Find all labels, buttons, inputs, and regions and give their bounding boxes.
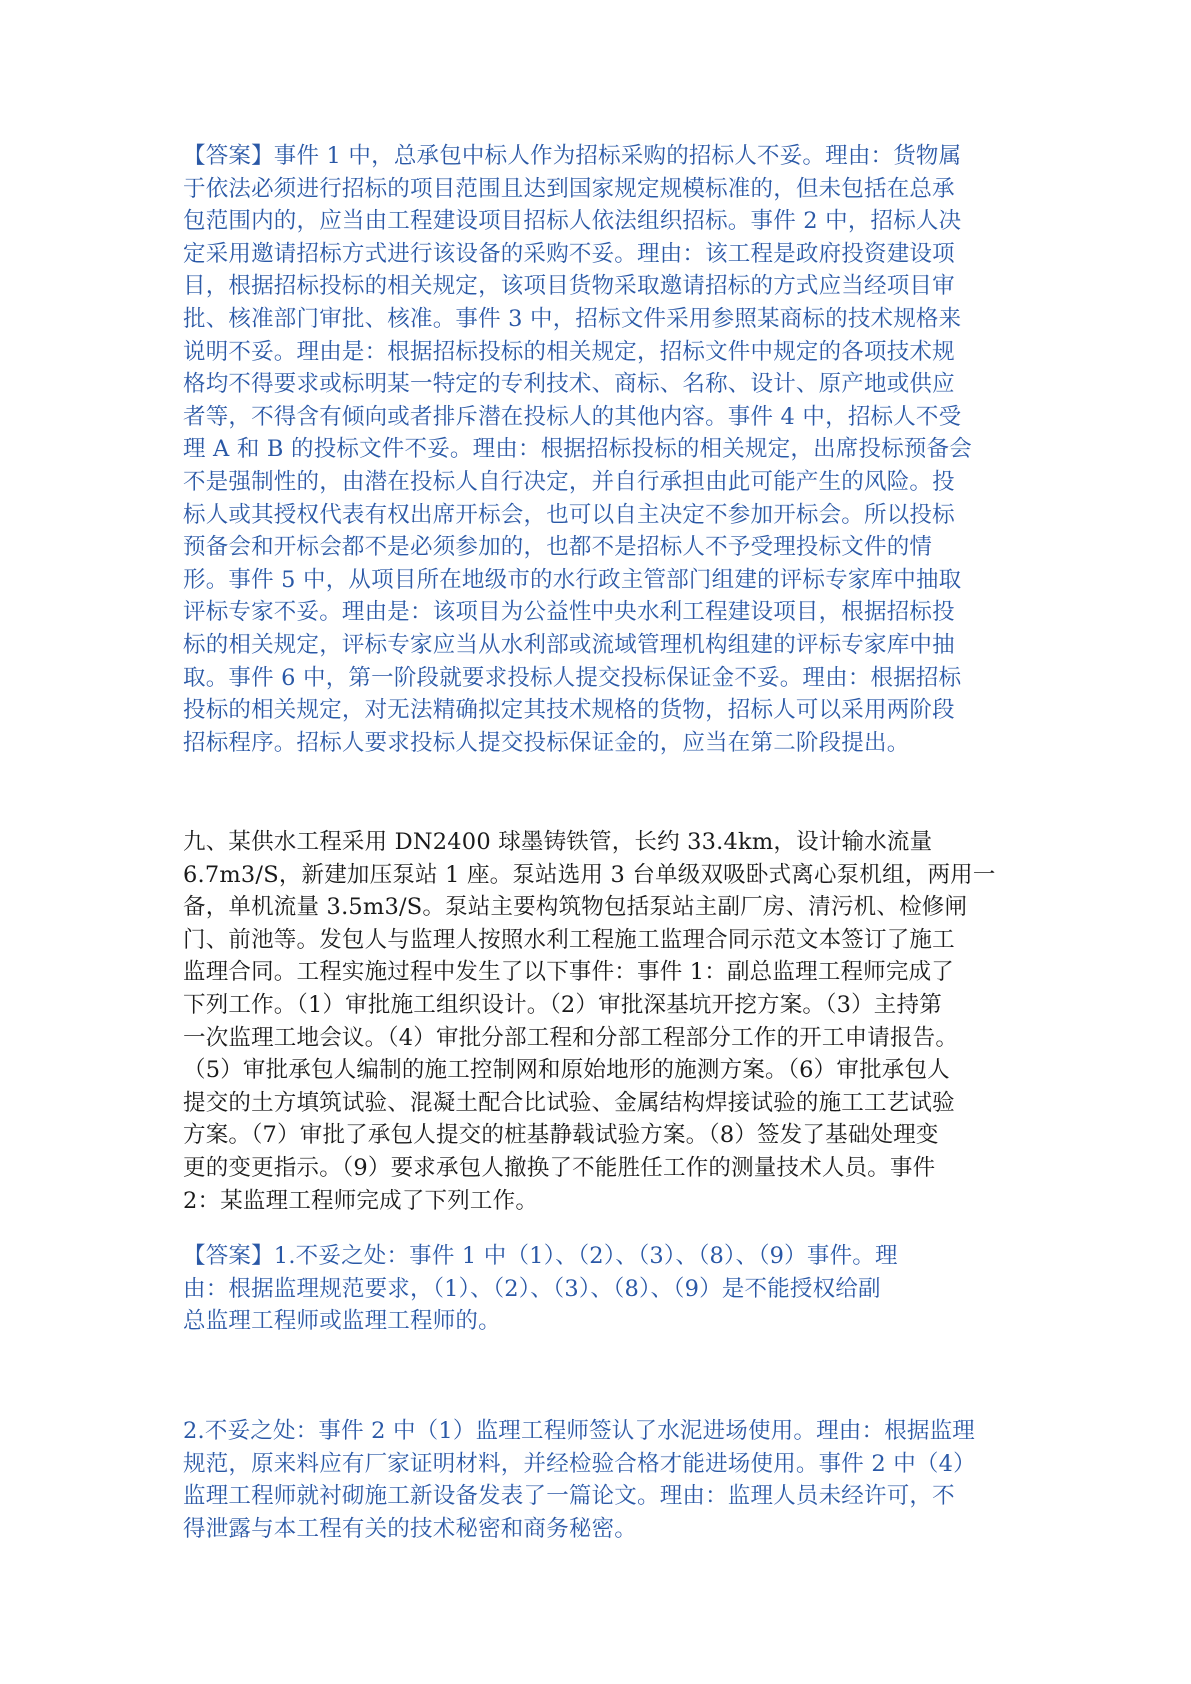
answer-paragraph-2: 2.不妥之处：事件 2 中（1）监理工程师签认了水泥进场使用。理由：根据监理 规范，原来料应有厂家证明材料，并经检验合格才能进场使用。事件 2 中（4） 监理工程师就衬砌施工新设备发表了一篇论文。理由：监理人员未经许可，不 得泄露与本工程有关的技术秘密和商务秘密。 [183, 1418, 976, 1542]
answer-paragraph-events-1-6: 【答案】事件 1 中，总承包中标人作为招标采购的招标人不妥。理由：货物属 于依法必须进行招标的项目范围且达到国家规定规模标准的，但未包括在总承 包范围内的，应当由工程建设项目招标人依法组织招标。事件 2 中，招标人决 定采用邀请招标方式进行该设备的采购不妥。理由：该工程是政府投资建设项 目，根据招标投标的相关规定，该项目货物采取邀请招标的方式应当经项目审 批、核准部门审批、核准。事件 3 中，招标文件采用参照某商标的技术规格来 说明不妥。理由是：根据招标投标的相关规定，招标文件中规定的各项技术规 格均不得要求或标明某一特定的专利技术、商标、名称、设计、原产地或供应 者等，不得含有倾向或者排斥潜在投标人的其他内容。事件 4 中，招标人不受 理 A 和 B 的投标文件不妥。理由：根据招标投标的相关规定，出席投标预备会 不是强制性的，由潜在投标人自行决定，并自行承担由此可能产生的风险。投 标人或其授权代表有权出席开标会，也可以自主决定不参加开标会。所以投标 预备会和开标会都不是必须参加的，也都不是招标人不予受理投标文件的情 形。事件 5 中，从项目所在地级市的水行政主管部门组建的评标专家库中抽取 评标专家不妥。理由是：该项目为公益性中央水利工程建设项目，根据招标投 标的相关规定，评标专家应当从水利部或流域管理机构组建的评标专家库中抽 取。事件 6 中，第一阶段就要求投标人提交投标保证金不妥。理由：根据招标 投标的相关规定，对无法精确拟定其技术规格的货物，招标人可以采用两阶段 招标程序。招标人要求投标人提交投标保证金的，应当在第二阶段提出。 [183, 143, 972, 756]
answer-paragraph-1: 【答案】1.不妥之处：事件 1 中（1）、（2）、（3）、（8）、（9）事件。理 由：根据监理规范要求，（1）、（2）、（3）、（8）、（9）是不能授权给副 总监理工程师或监理工程师的。 [183, 1243, 898, 1335]
question-9-paragraph: 九、某供水工程采用 DN2400 球墨铸铁管，长约 33.4km，设计输水流量 6.7m3/S，新建加压泵站 1 座。泵站选用 3 台单级双吸卧式离心泵机组，两用一 备，单机流量 3.5m3/S。泵站主要构筑物包括泵站主副厂房、清污机、检修闸 门、前池等。发包人与监理人按照水利工程施工监理合同示范文本签订了施工 监理合同。工程实施过程中发生了以下事件：事件 1：副总监理工程师完成了 下列工作。（1）审批施工组织设计。（2）审批深基坑开挖方案。（3）主持第 一次监理工地会议。（4）审批分部工程和分部工程部分工作的开工申请报告。 （5）审批承包人编制的施工控制网和原始地形的施测方案。（6）审批承包人 提交的土方填筑试验、混凝土配合比试验、金属结构焊接试验的施工工艺试验 方案。（7）审批了承包人提交的桩基静载试验方案。（8）签发了基础处理变 更的变更指示。（9）要求承包人撤换了不能胜任工作的测量技术人员。事件 2：某监理工程师完成了下列工作。 [183, 829, 996, 1214]
